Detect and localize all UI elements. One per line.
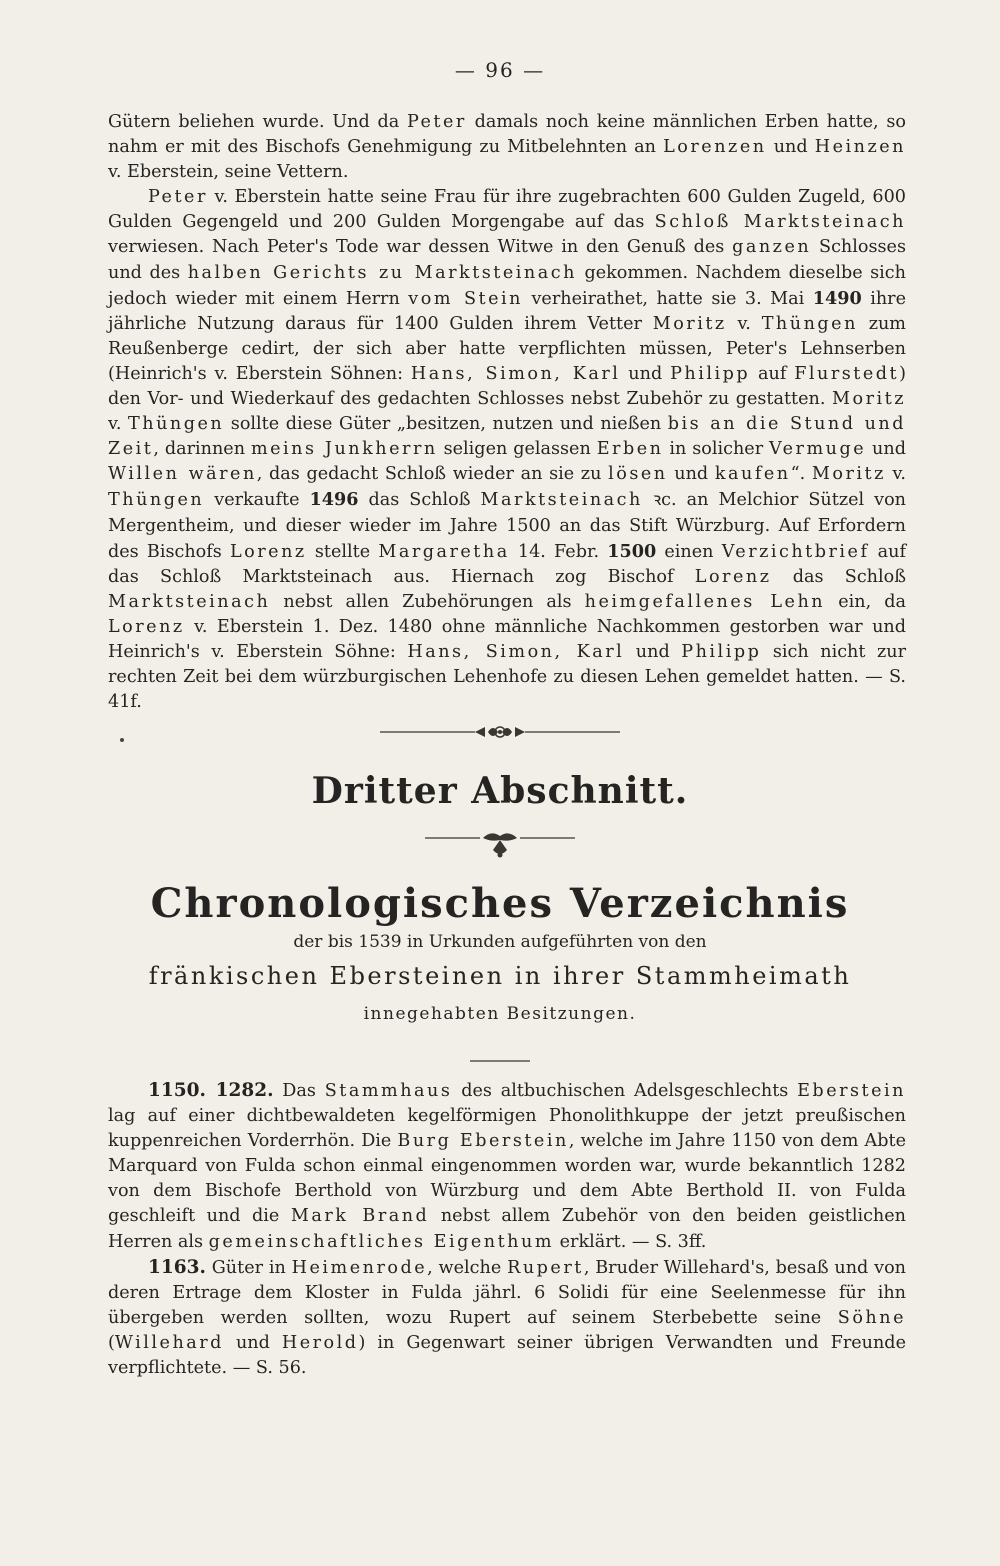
text: verwiesen. Nach Peter's Tode war dessen Witwe in den Genuß des (108, 237, 733, 258)
text: und (667, 464, 715, 485)
text: v. Eberstein hatte seine Frau für ihre zugebrachten 600 Gulden Zugeld, 600 Gulden Gegengeld und 200 Gulden Morgengabe auf das (108, 187, 906, 233)
year-bold: 1490 (812, 287, 862, 309)
text: zum Reußenberge cedirt, der sich aber hatte verpflichten müssen, Peter's Lehnserben (Heinrich's v. Eberstein Söhnen: (108, 313, 906, 384)
subtitle-line-1: der bis 1539 in Urkunden aufgeführten von den (293, 932, 707, 952)
fleuron-icon (425, 828, 575, 862)
year-bold: 1500 (607, 540, 657, 562)
name-spaced: Peter (148, 187, 208, 208)
text: ꝛc. an Melchior Sützel von Mergentheim, und dieser wieder im Jahre 1500 an das Stift Würzburg. Auf Erfordern des Bischofs (108, 490, 906, 562)
name-spaced: Willehard (114, 1332, 224, 1353)
text: auf (750, 363, 795, 384)
text: ) den Vor- und Wiederkauf des gedachten Schlosses nebst Zubehör zu gestatten. (108, 363, 906, 410)
name-spaced: Lorenz (694, 566, 772, 587)
entry-year: 1163. (148, 1256, 206, 1278)
text: sollte diese Güter „besitzen, nutzen und nießen (224, 414, 668, 435)
name-spaced: Burg Eberstein (397, 1131, 569, 1152)
text: auf das Schloß Marktsteinach aus. Hiernach zog Bischof (108, 541, 906, 587)
quote-spaced: bis an die Stund und Zeit (108, 414, 906, 460)
name-spaced: Marktsteinach (480, 490, 643, 511)
text: , welche (427, 1257, 508, 1278)
text: und (620, 363, 671, 384)
name-spaced: Philipp (681, 641, 762, 662)
name-spaced: Moritz (832, 389, 906, 410)
quote-spaced: meins Junkherrn (250, 439, 438, 460)
text: lag auf einer dichtbewaldeten kegelförmigen Phonolithkuppe der jetzt preußischen kuppenreichen Vorderrhön. Die (108, 1106, 906, 1152)
name-spaced: Philipp (670, 363, 751, 384)
name-spaced: Söhne (837, 1307, 906, 1328)
text: des altbuchischen Adelsgeschlechts (452, 1081, 798, 1101)
text: Das (273, 1081, 325, 1101)
name-spaced: Thüngen (108, 490, 205, 511)
ornament-divider-top (0, 722, 1000, 746)
short-rule (0, 1048, 1000, 1067)
name-spaced: Moritz (652, 313, 727, 334)
name-spaced: gemeinschaftliches Eigenthum (208, 1231, 555, 1252)
quote-spaced: lösen (608, 464, 668, 485)
text: verkaufte (204, 490, 310, 511)
text: gekommen. Nachdem dieselbe sich jedoch wieder mit einem Herrn (108, 262, 906, 309)
text: ( (108, 1332, 115, 1353)
quote-spaced: Erben (596, 439, 664, 460)
name-spaced: Thüngen (761, 313, 858, 334)
body-text-top (108, 110, 906, 715)
text: stellte (306, 541, 379, 562)
name-spaced: Hans, Simon, Karl (410, 363, 621, 384)
text: seligen gelassen (437, 439, 597, 460)
text: v. (108, 414, 129, 435)
name-spaced: Lorenz (108, 616, 185, 637)
text: nebst allen Zubehörungen als (270, 591, 585, 612)
name-spaced: Moritz (811, 464, 886, 485)
text: v. Eberstein, seine Vettern. (108, 162, 349, 183)
name-spaced: Schloß Marktsteinach (654, 212, 906, 233)
text: verheirathet, hatte sie 3. Mai (522, 288, 813, 309)
chronology-entry (108, 1078, 906, 1255)
text: einen (656, 541, 722, 562)
text: , das gedacht Schloß wieder an sie zu (256, 464, 609, 485)
text: Schlosses und des (108, 237, 906, 283)
paragraph (108, 110, 906, 185)
name-spaced: Thüngen (128, 414, 225, 435)
text: v. (885, 464, 906, 485)
section-heading: Dritter Abschnitt. (311, 770, 689, 812)
text: v. (726, 313, 762, 334)
page-number: — 96 — (454, 58, 546, 82)
text: und (624, 641, 682, 662)
text: erklärt. — S. 3ff. (554, 1231, 707, 1252)
name-spaced: halben Gerichts zu Marktsteinach (187, 262, 577, 283)
name-spaced: Stammhaus (324, 1081, 453, 1101)
body-text-entries (108, 1078, 906, 1381)
text: das Schloß (771, 566, 906, 587)
text: “. (790, 464, 812, 485)
text: , welche im Jahre 1150 von dem Abte Marquard von Fulda schon einmal eingenommen worden war, wurde bekanntlich 1282 von dem Bischofe Berthold von Würzburg und dem Abte Berthold II. von Fulda geschleift und die (108, 1131, 906, 1227)
flourish-icon (380, 722, 620, 742)
name-spaced: Eberstein (797, 1081, 906, 1101)
name-spaced: ganzen (732, 237, 812, 258)
text: , darinnen (153, 439, 251, 460)
name-spaced: Flurstedt (794, 363, 900, 384)
name-spaced: Mark Brand (290, 1206, 430, 1227)
text: v. Eberstein 1. Dez. 1480 ohne männliche Nachkommen gestorben war und Heinrich's v. Eberstein Söhne: (108, 616, 906, 662)
text: sich nicht zur rechten Zeit bei dem würzburgischen Lehenhofe zu diesen Lehen gemeldet hatten. — S. 41f. (108, 641, 906, 713)
name-spaced: heimgefallenes Lehn (584, 591, 826, 612)
quote-spaced: Vermuge (769, 439, 867, 460)
text: Gütern beliehen wurde. Und da (108, 112, 407, 132)
name-spaced: Hans, Simon, Karl (407, 641, 625, 662)
year-bold: 1496 (309, 489, 359, 511)
text: 14. Febr. (509, 541, 608, 562)
chronology-entry (108, 1255, 906, 1381)
name-spaced: Margaretha (378, 541, 510, 562)
name-spaced: Marktsteinach (108, 591, 271, 612)
text: Güter in (205, 1257, 292, 1278)
text: damals noch keine männlichen Erben hatte, so nahm er mit des Bischofs Genehmigung zu Mitbelehnten an (108, 112, 906, 158)
text: ein, da (825, 591, 906, 612)
text: nebst allem Zubehör von den beiden geistlichen Herren als (108, 1206, 907, 1252)
text: ) in Gegenwart seiner übrigen Verwandten und Freunde verpflichtete. — S. 56. (108, 1332, 906, 1379)
name-spaced: Heinzen (814, 137, 906, 158)
quote-spaced: kaufen (714, 464, 791, 485)
name-spaced: Lorenz (229, 541, 307, 562)
text: und (866, 439, 906, 460)
name-spaced: Heimenrode (291, 1257, 428, 1278)
quote-spaced: Willen wären (108, 464, 257, 485)
name-spaced: Verzichtbrief (721, 541, 870, 562)
text: , Bruder Willehard's, besaß und von deren Ertrage dem Kloster in Fulda jährl. 6 Solidi für eine Seelenmesse für ihn übergeben werden sollten, wozu Rupert auf seinem Sterbebette seine (108, 1257, 907, 1328)
name-spaced: Herold (281, 1332, 359, 1353)
text: und (223, 1332, 282, 1353)
text: in solicher (663, 439, 770, 460)
name-spaced: Rupert (507, 1257, 584, 1278)
name-spaced: vom Stein (408, 288, 523, 309)
subtitle-line-2: fränkischen Ebersteinen in ihrer Stammheimath (148, 962, 852, 990)
name-spaced: Peter (406, 112, 467, 132)
entry-year: 1150. 1282. (148, 1080, 274, 1101)
paragraph (108, 185, 906, 715)
rule-line (470, 1059, 530, 1063)
name-spaced: Lorenzen (663, 137, 767, 158)
ornament-divider-middle (0, 828, 1000, 866)
text: das Schloß (358, 490, 481, 511)
subtitle-line-3: innegehabten Besitzungen. (363, 1004, 637, 1024)
chapter-title: Chronologisches Verzeichnis (150, 880, 850, 927)
text: und (766, 137, 815, 158)
text: ihre jährliche Nutzung daraus für 1400 Gulden ihrem Vetter (108, 288, 907, 334)
